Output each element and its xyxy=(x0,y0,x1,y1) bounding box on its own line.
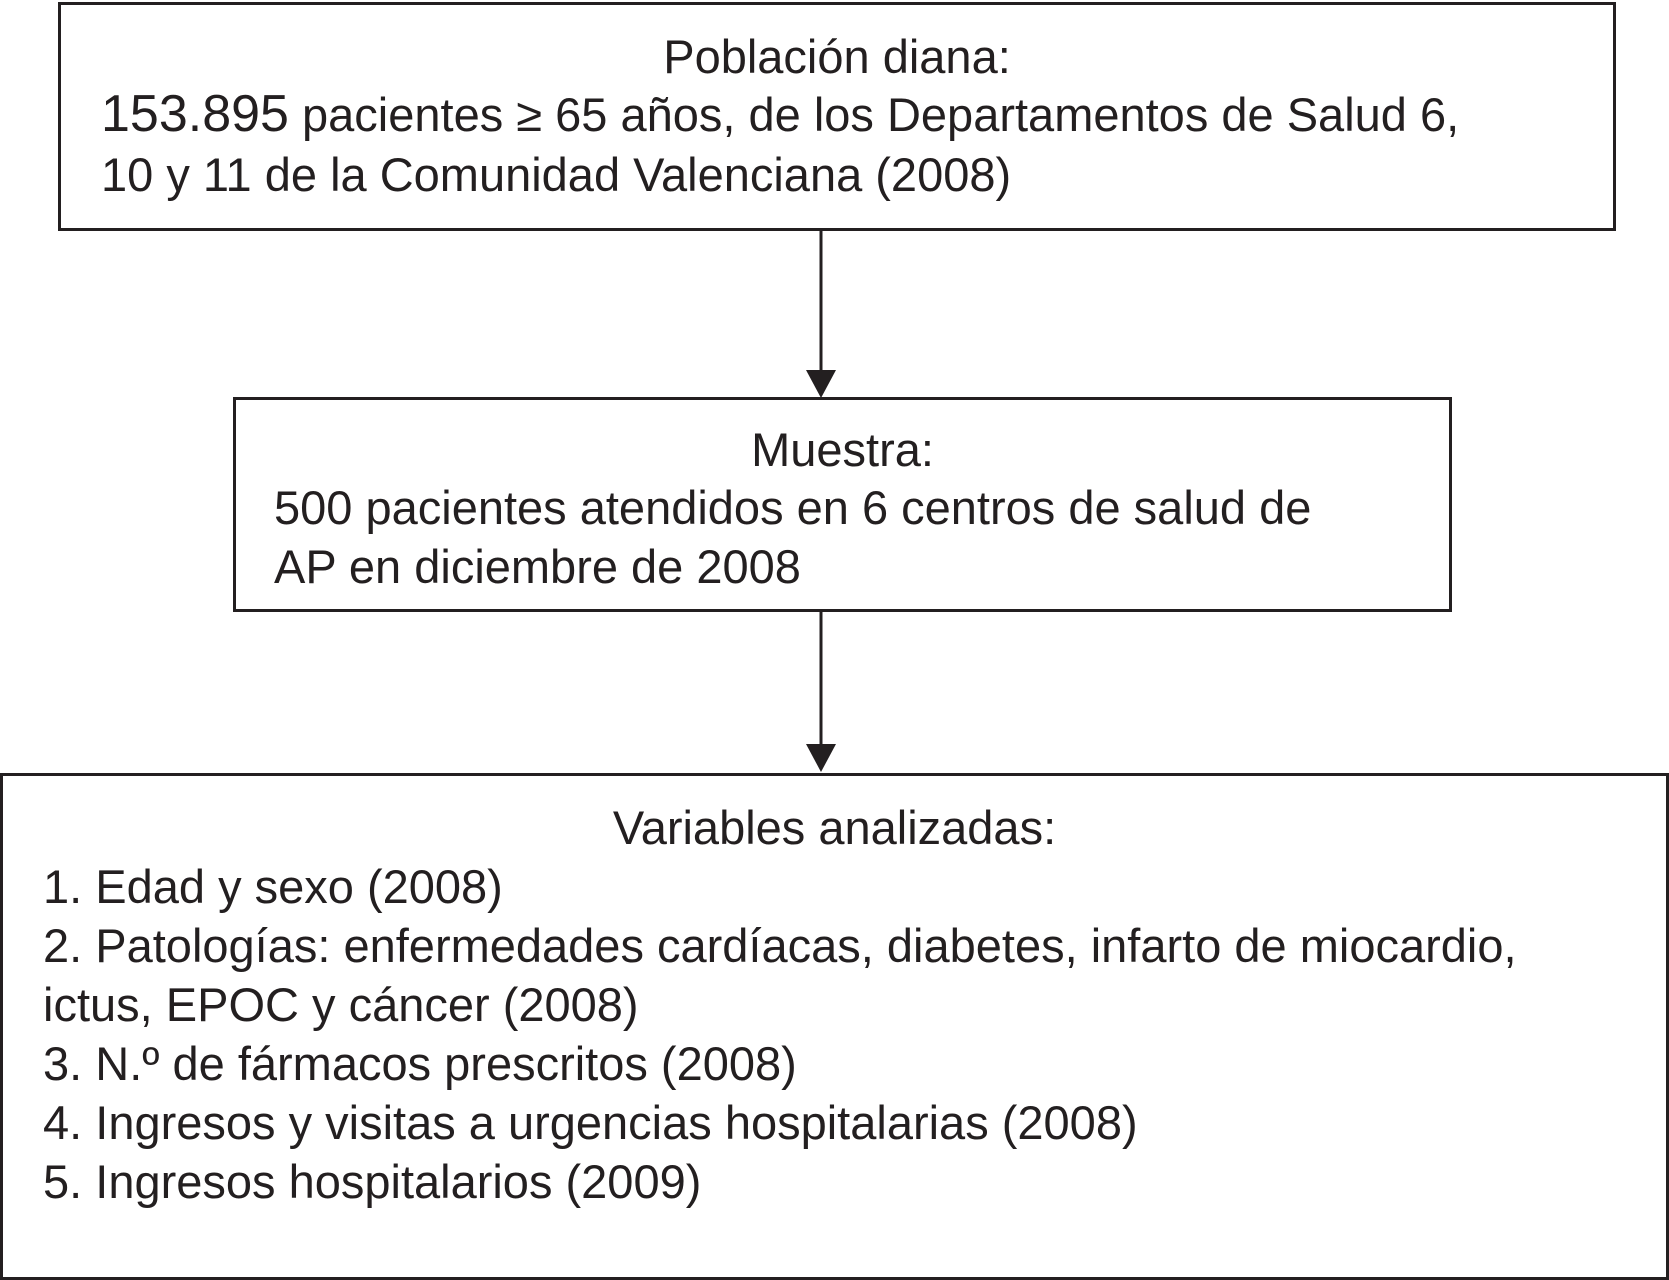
arrowhead-2 xyxy=(806,744,836,772)
target-population-line-2: 10 y 11 de la Comunidad Valenciana (2008) xyxy=(101,148,1012,201)
sample-line-2: AP en diciembre de 2008 xyxy=(274,540,801,593)
variable-item-5: 5. Ingresos hospitalarios (2009) xyxy=(43,1155,702,1208)
target-population-line-1-rest: pacientes ≥ 65 años, de los Departamentos de Salud 6, xyxy=(288,88,1460,141)
sample-heading: Muestra: xyxy=(751,423,934,476)
variable-item-3: 3. N.º de fármacos prescritos (2008) xyxy=(43,1037,797,1090)
arrowhead-1 xyxy=(806,370,836,398)
variables-box xyxy=(0,773,1669,1280)
sample-line-1: 500 pacientes atendidos en 6 centros de salud de xyxy=(274,481,1312,534)
variable-item-2: 2. Patologías: enfermedades cardíacas, diabetes, infarto de miocardio, xyxy=(43,919,1517,972)
sample-box xyxy=(233,397,1452,612)
variables-heading: Variables analizadas: xyxy=(612,801,1057,854)
target-population-box xyxy=(58,2,1616,231)
variable-item-1: 1. Edad y sexo (2008) xyxy=(43,860,503,913)
target-population-count: 153.895 xyxy=(101,85,289,143)
target-population-line-1 xyxy=(101,85,1459,144)
variable-item-4: 4. Ingresos y visitas a urgencias hospitalarias (2008) xyxy=(43,1096,1138,1149)
target-population-heading: Población diana: xyxy=(663,30,1011,83)
variable-item-2-cont: ictus, EPOC y cáncer (2008) xyxy=(43,978,639,1031)
